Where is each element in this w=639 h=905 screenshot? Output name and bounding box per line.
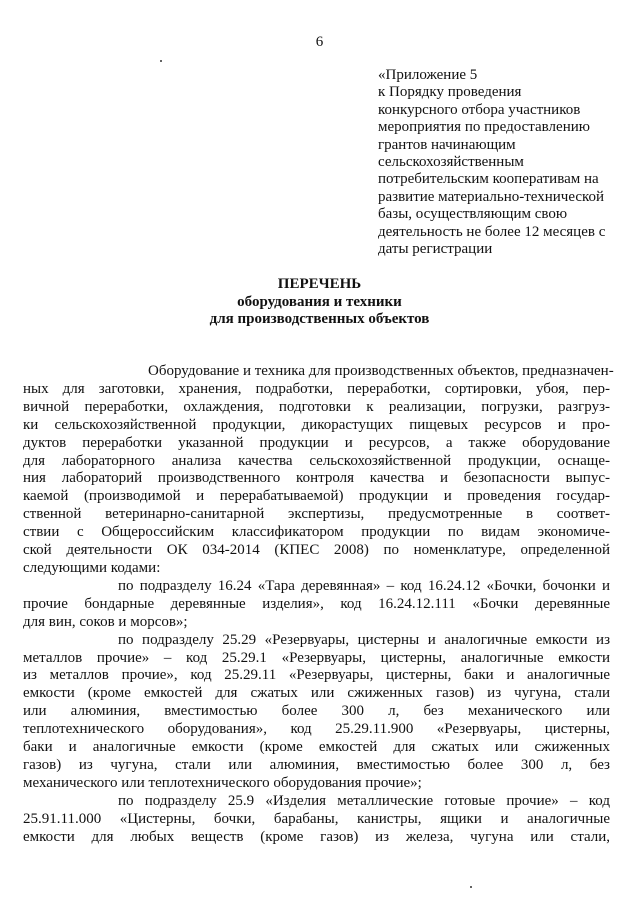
body-line: или алюминия, вместимостью более 300 л, без механического или — [23, 703, 610, 720]
body-line: ственной ветеринарно-санитарной экспертизы, предусмотренные в соответ- — [23, 506, 610, 523]
appendix-note — [378, 67, 628, 258]
body-line: дуктов переработки указанной продукции и ресурсов, а также оборудование — [23, 434, 610, 451]
body-text — [23, 363, 614, 846]
appendix-line: базы, осуществляющим свою — [378, 206, 568, 223]
appendix-line: конкурсного отбора участников — [378, 101, 581, 118]
appendix-line: мероприятия по предоставлению — [378, 119, 590, 136]
body-line: газов) из чугуна, стали или алюминия, вместимостью более 300 л, без — [23, 756, 610, 773]
body-line: из металлов прочие», код 25.29.11 «Резервуары, цистерны, баки и аналогичные — [23, 667, 610, 684]
body-line: по подразделу 25.29 «Резервуары, цистерны и аналогичные емкости из — [118, 631, 610, 648]
document-title — [0, 276, 639, 329]
body-line: ствии с Общероссийским классификатором продукции по видам экономиче- — [23, 524, 610, 541]
body-line: для лабораторного анализа качества сельскохозяйственной продукции, оснаще- — [23, 452, 610, 469]
body-line: каемой (производимой и перерабатываемой) продукции и проведения государ- — [23, 488, 610, 505]
subtitle-line: оборудования и техники — [237, 293, 402, 310]
body-line: 25.91.11.000 «Цистерны, бочки, барабаны, канистры, ящики и аналогичные — [23, 810, 610, 827]
scan-speck — [160, 60, 162, 62]
body-line: баки и аналогичные емкости (кроме емкостей для сжатых или сжиженных — [23, 739, 610, 756]
body-line: ных для заготовки, хранения, подработки, переработки, сортировки, убоя, пер- — [23, 380, 610, 397]
subtitle-line: для производственных объектов — [209, 311, 430, 327]
appendix-line: сельскохозяйственным — [378, 154, 524, 171]
body-line: ния лабораторий производственного контроля качества и безопасности выпус- — [23, 470, 610, 487]
appendix-line: к Порядку проведения — [378, 84, 522, 101]
body-line: теплотехнического оборудования», код 25.29.11.900 «Резервуары, цистерны, — [23, 721, 610, 738]
body-line: следующими кодами: — [23, 559, 161, 576]
body-line: емкости для любых веществ (кроме газов) из железа, чугуна или стали, — [23, 828, 610, 845]
body-line: ской деятельности ОК 034-2014 (КПЕС 2008) по номенклатуре, определенной — [23, 542, 610, 559]
body-line: по подразделу 16.24 «Тара деревянная» – код 16.24.12 «Бочки, бочонки и — [118, 577, 610, 594]
body-line: металлов прочие» – код 25.29.1 «Резервуары, цистерны, аналогичные емкости — [23, 649, 610, 666]
body-line: для вин, соков и морсов»; — [23, 613, 188, 630]
body-line: ки сельскохозяйственной продукции, дикорастущих пищевых ресурсов и про- — [23, 416, 610, 433]
appendix-line: развитие материально-технической — [378, 188, 605, 205]
page-number: 6 — [315, 34, 324, 50]
appendix-line: даты регистрации — [378, 241, 493, 258]
body-line: Оборудование и техника для производственных объектов, предназначен- — [148, 363, 614, 379]
body-line: емкости (кроме емкостей для сжатых или сжиженных газов) из чугуна, стали — [23, 685, 610, 702]
appendix-line: потребительским кооперативам на — [378, 171, 599, 188]
body-line: механического или теплотехнического оборудования прочие»; — [23, 774, 422, 791]
body-line: вичной переработки, охлаждения, подготовки к реализации, погрузки, разгруз- — [23, 398, 610, 415]
appendix-line: деятельность не более 12 месяцев с — [378, 223, 606, 240]
appendix-line: «Приложение 5 — [378, 67, 478, 83]
appendix-line: грантов начинающим — [378, 136, 516, 153]
body-line: прочие бондарные деревянные изделия», код 16.24.12.111 «Бочки деревянные — [23, 595, 610, 612]
body-line: по подразделу 25.9 «Изделия металлические готовые прочие» – код — [118, 792, 610, 809]
scan-speck — [470, 886, 472, 888]
title-line: ПЕРЕЧЕНЬ — [277, 276, 362, 292]
